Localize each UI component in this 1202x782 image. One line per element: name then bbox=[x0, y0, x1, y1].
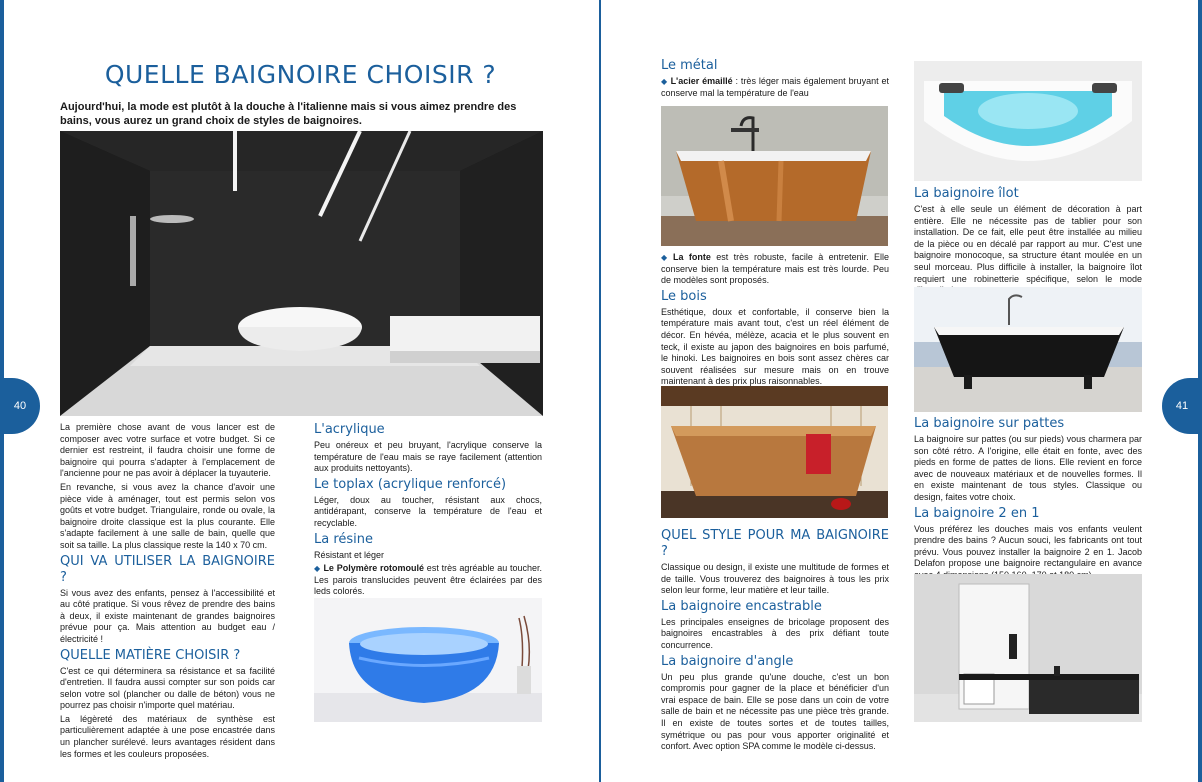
section-heading: La baignoire d'angle bbox=[661, 653, 794, 669]
corner-spa-bathtub-image bbox=[914, 61, 1142, 181]
section-heading: La baignoire sur pattes bbox=[914, 416, 1065, 431]
page-title: QUELLE BAIGNOIRE CHOISIR ? bbox=[104, 60, 497, 89]
section-heading: Le bois bbox=[661, 288, 707, 304]
diamond-bullet-icon: ◆ bbox=[314, 564, 321, 574]
section-heading: La baignoire îlot bbox=[914, 186, 1019, 201]
paragraph: La première chose avant de vous lancer est de composer avec votre surface et votre budget. Si ce dernier est restreint, il faudra choisir une forme de baignoire qui pourra s'adapter à l'emplacement de l'ancienne pour ne pas avoir à déplacer la tuyauterie. bbox=[60, 422, 275, 479]
section-heading: La baignoire 2 en 1 bbox=[914, 505, 1040, 521]
paragraph: En revanche, si vous avez la chance d'avoir une pièce vide à aménager, tout est permis selon vos goûts et votre budget. Triangulaire, ronde ou ovale, la baignoire droite classique est la plus courante. Elle s'adapte facilement à une salle de bain, quelle que soit sa taille. La plus classique reste la 140 x 70 cm. bbox=[60, 481, 275, 550]
copper-bathtub-image bbox=[661, 106, 888, 246]
clawfoot-bathtub-image bbox=[914, 287, 1142, 412]
right-column-1c bbox=[661, 526, 889, 755]
paragraph: Vous préférez les douches mais vos enfants veulent prendre des bains ? Aucun souci, les fabricants ont tout prévu. Vous pouvez installer la baignoire 2 en 1. Jacob Delafon propose une baignoire rectangulaire en avance bbox=[914, 523, 1142, 569]
right-column-2b bbox=[914, 414, 1142, 584]
section-heading: Le toplax (acrylique renforcé) bbox=[314, 476, 507, 492]
paragraph: La baignoire sur pattes (ou sur pieds) vous charmera par son côté rétro. A l'origine, elle était en fonte, avec des pieds en forme de pattes de lions. Elle revient en force avec de nouveaux matériaux et de nouvelles formes. Il en existe maintenant de tous styles. Classique ou design, faites votre choix. bbox=[914, 434, 1142, 502]
paragraph: La légèreté des matériaux de synthèse est particulièrement adaptée à une pose encastrée dans un plancher surélevé. leurs avantages résident dans les formes et les couleurs proposées. bbox=[60, 713, 275, 759]
bullet-item: ◆ L'acier émaillé : très léger mais également bruyant et conserve mal la température de l'eau bbox=[661, 76, 889, 98]
section-heading: QUI VA UTILISER LA BAIGNOIRE ? bbox=[60, 553, 275, 585]
diamond-bullet-icon: ◆ bbox=[661, 253, 671, 262]
paragraph: C'est à elle seule un élément de décoration à part entière. Elle ne nécessite pas de tablier pour son installation. De ce fait, elle peut être installée au milieu de la pièce ou en décalé par rapport au mur. C'est une baignoire monocoque, sa structure étant moulée en un seul morceau. Plus difficile à installer, la baignoire îlot requiert une robinetterie spécifique, selon le mode bbox=[914, 204, 1142, 284]
section-heading: La baignoire encastrable bbox=[661, 598, 822, 614]
page-number-left: 40 bbox=[0, 378, 40, 434]
paragraph: C'est ce qui déterminera sa résistance et sa facilité d'entretien. Il faudra aussi compter sur son poids car selon votre sol (plancher ou dalle de béton) vous ne pourrez pas choisir n'importe quel matériau. bbox=[60, 665, 275, 711]
paragraph: Classique ou design, il existe une multitude de formes et de taille. Vous trouverez des baignoires à tous les prix selon leur forme, leur matière et leur taille. bbox=[661, 562, 889, 596]
section-heading: L'acrylique bbox=[314, 422, 385, 437]
bullet-item: ◆ Le Polymère rotomoulé est très agréable au toucher. Les parois translucides peuvent être éclairées par des leds colorés. bbox=[314, 563, 543, 597]
section-heading: QUEL STYLE POUR MA BAIGNOIRE ? bbox=[661, 528, 889, 559]
paragraph: Résistant et léger bbox=[314, 549, 385, 560]
paragraph: Si vous avez des enfants, pensez à l'accessibilité et au côté pratique. Si vous rêvez de prendre des bains à deux, il existe maintenant de grandes baignoires prévue pour ça. Mais attention au budget eau / électricité ! bbox=[60, 587, 275, 644]
section-heading: Le métal bbox=[661, 58, 718, 73]
right-column-1 bbox=[661, 56, 889, 101]
right-column-1b bbox=[661, 252, 889, 390]
paragraph: Un peu plus grande qu'une douche, c'est un bon compromis pour gagner de la place et bénéficier d'un vrai espace de bain. Elle se pose dans un coin de votre salle de bain et ne nécessite pas une pièce très grande. Il en existe de toutes sortes et de toutes tailles, symétrique ou pas pour vous apporter originalité et confort. Avec option SPA comme le modèle ci-dessus. bbox=[661, 671, 889, 752]
two-in-one-bathtub-image bbox=[914, 574, 1142, 722]
bullet-item: ◆ La fonte est très robuste, facile à entretenir. Elle conserve bien la température mais est très lourde. Peu de modèles sont proposés. bbox=[661, 252, 889, 286]
left-column-1 bbox=[60, 422, 275, 762]
paragraph: Esthétique, doux et confortable, il conserve bien la température mais avant tout, c'est un réel élément de décor. En hévéa, mélèze, acacia et le plus souvent en teck, il existe au japon des baignoires en bois parfumé, le hinoki. Les baignoires en bois sont assez chères car souvent réalisées sur mesure mais on en trouve maintenant à des prix plus raisonnables. bbox=[661, 306, 889, 387]
paragraph: Les principales enseignes de bricolage proposent des baignoires encastrables à des prix défiant toute concurrence. bbox=[661, 616, 889, 650]
left-column-2 bbox=[314, 420, 542, 625]
section-heading: La résine bbox=[314, 531, 374, 547]
page-number-right: 41 bbox=[1162, 378, 1202, 434]
intro-text: Aujourd'hui, la mode est plutôt à la douche à l'italienne mais si vous aimez prendre des bains, vous aurez un grand choix de styles de baignoires. bbox=[60, 101, 517, 127]
paragraph: Léger, doux au toucher, résistant aux chocs, antidérapant, conserve la température de l'eau et recyclable. bbox=[314, 494, 542, 528]
right-column-2 bbox=[914, 184, 1142, 299]
right-page bbox=[601, 0, 1202, 782]
paragraph: Peu onéreux et peu bruyant, l'acrylique conserve la température de l'eau mais se raye facilement (attention aux produits nettoyants). bbox=[314, 440, 542, 474]
main-bathroom-image bbox=[60, 131, 543, 416]
section-heading: QUELLE MATIÈRE CHOISIR ? bbox=[60, 647, 241, 663]
diamond-bullet-icon: ◆ bbox=[661, 77, 668, 86]
resin-bathtub-image bbox=[314, 598, 542, 722]
wooden-bathtub-image bbox=[661, 386, 888, 518]
